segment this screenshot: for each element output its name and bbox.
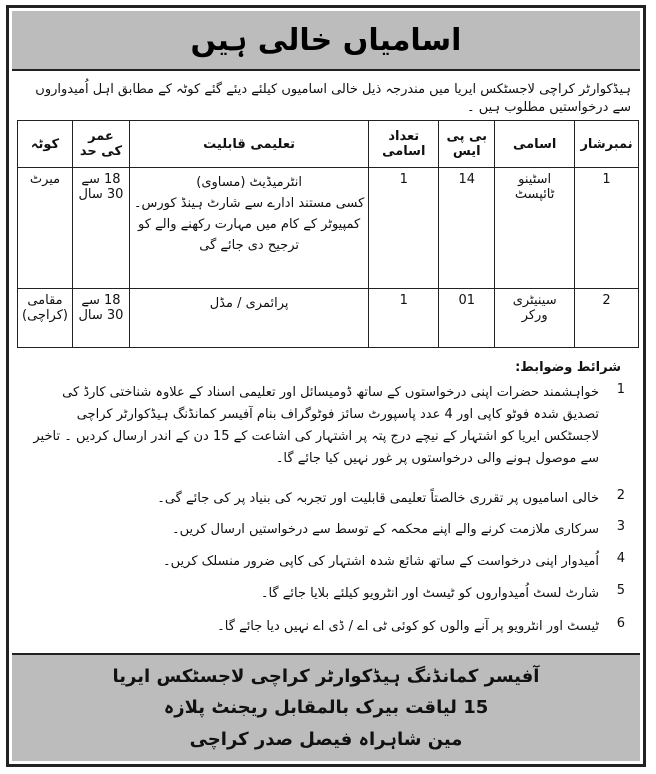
cell-count: 1 (369, 289, 439, 348)
header-bps: بی پی ایس (439, 121, 495, 168)
title-banner (12, 11, 640, 71)
address-line-city: مین شاہراہ فیصل صدر کراچی (189, 728, 463, 750)
condition-number: 4 (616, 551, 625, 566)
condition-text: ٹیسٹ اور انٹرویو پر آنے والوں کو کوئی ٹی اے / ڈی اے نہیں دیا جائے گا۔ (217, 619, 599, 634)
terms-heading: شرائط وضوابط: (515, 360, 621, 375)
cell-serial: 2 (575, 289, 639, 348)
header-count: تعداد اسامی (369, 121, 439, 168)
qualification-line: کسی مستند ادارے سے شارٹ ہینڈ کورس۔ (133, 196, 365, 211)
condition-item (23, 382, 625, 470)
condition-number: 3 (616, 519, 625, 534)
qualification-line: ترجیح دی جائے گی (199, 238, 299, 253)
vacancies-table (17, 120, 639, 348)
cell-quota: مقامی (کراچی) (18, 289, 73, 348)
cell-bps: 14 (439, 168, 495, 289)
advertisement-frame (6, 5, 646, 767)
table-row (18, 289, 639, 348)
table-header-row (18, 121, 639, 168)
condition-text: خالی اسامیوں پر تقرری خالصتاً تعلیمی قابلیت اور تجربہ کی بنیاد پر کی جائے گی۔ (157, 491, 599, 506)
cell-age: 18 سے 30 سال (73, 289, 130, 348)
condition-item (23, 519, 625, 541)
condition-number: 5 (616, 583, 625, 598)
cell-qualification (129, 168, 368, 289)
condition-item (23, 583, 625, 605)
condition-number: 1 (616, 382, 625, 397)
cell-quota: میرٹ (18, 168, 73, 289)
condition-text: شارٹ لسٹ اُمیدواروں کو ٹیسٹ اور انٹرویو کیلئے بلایا جائے گا۔ (260, 586, 599, 601)
address-line-street: 15 لیاقت بیرک بالمقابل ریجنٹ پلازہ (163, 697, 489, 719)
ad-title: اسامیاں خالی ہیں (190, 22, 462, 58)
table-row (18, 168, 639, 289)
cell-count: 1 (369, 168, 439, 289)
cell-post: اسٹینو ٹائپسٹ (495, 168, 575, 289)
address-line-office: آفیسر کمانڈنگ ہیڈکوارٹر کراچی لاجسٹکس ایریا (112, 666, 540, 688)
condition-item (23, 616, 625, 638)
cell-qualification (129, 289, 368, 348)
intro-paragraph: ہیڈکوارٹر کراچی لاجسٹکس ایریا میں مندرجہ ذیل خالی اسامیوں کیلئے دیئے گئے کوٹہ کے مطابق اہل اُمیدواروں سے درخواستیں مطلوب ہیں ۔ (35, 82, 631, 115)
cell-serial: 1 (575, 168, 639, 289)
condition-number: 2 (616, 488, 625, 503)
condition-text: خواہشمند حضرات اپنی درخواستوں کے ساتھ ڈومیسائل اور تعلیمی اسناد کے علاوہ شناختی کارڈ کی تصدیق شدہ فوٹو کاپی اور 4 عدد پاسپورٹ سائز فوٹوگراف بنام آفیسر کمانڈنگ ہیڈکوارٹر کراچی لاجسٹکس ایریا کو اشتہار کے نیچے درج پتہ پر اشتہار کی اشاعت کے 15 دن کے اندر ارسال کردیں ۔ تاخیر سے موصول ہونے والی درخواستوں پر غور نہیں کیا جائے گا۔ (33, 385, 599, 466)
header-quota: کوٹہ (18, 121, 73, 168)
address-banner (12, 653, 640, 761)
qualification-line: پرائمری / مڈل (209, 296, 289, 311)
condition-text: اُمیدوار اپنی درخواست کے ساتھ شائع شدہ اشتہار کی کاپی ضرور منسلک کریں۔ (163, 554, 599, 569)
condition-item (23, 551, 625, 573)
cell-post: سینیٹری ورکر (495, 289, 575, 348)
header-post: اسامی (495, 121, 575, 168)
condition-text: سرکاری ملازمت کرنے والے اپنے محکمہ کے توسط سے درخواستیں ارسال کریں۔ (172, 522, 599, 537)
qualification-line: کمپیوٹر کے کام میں مہارت رکھنے والے کو (138, 217, 361, 232)
header-qualification: تعلیمی قابلیت (129, 121, 368, 168)
qualification-line: انٹرمیڈیٹ (مساوی) (196, 175, 302, 190)
condition-number: 6 (616, 616, 625, 631)
cell-age: 18 سے 30 سال (73, 168, 130, 289)
cell-bps: 01 (439, 289, 495, 348)
header-age: عمر کی حد (73, 121, 130, 168)
header-serial: نمبرشار (575, 121, 639, 168)
condition-item (23, 488, 625, 510)
